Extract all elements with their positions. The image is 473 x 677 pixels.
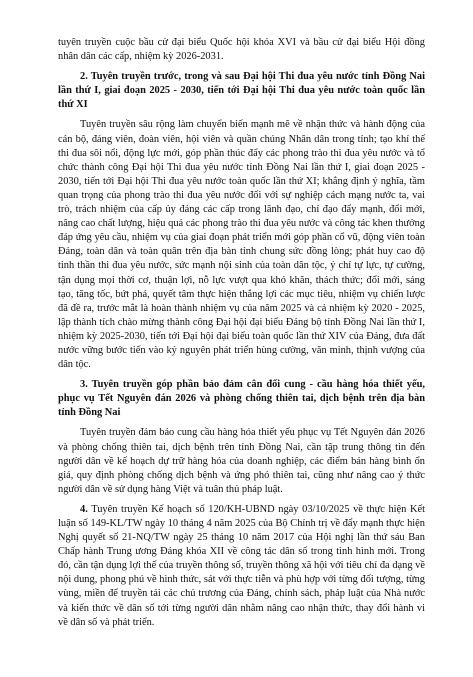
section-3-body: Tuyên truyền đảm bảo cung cầu hàng hóa thiết yếu phục vụ Tết Nguyên đán 2026 và phòng chống thiên tai, dịch bệnh trên tỉnh Đồng Nai, cần tập trung thông tin đến người dân về kế hoạch dự trữ hàng hóa của doanh nghiệp, các điểm bán hàng bình ổn giá, quy định phòng chống dịch bệnh và ứng phó thiên tai, cũng như nâng cao ý thức người dân về sử dụng hàng Việt và tuân thủ pháp luật. bbox=[58, 427, 425, 495]
section-2-body: Tuyên truyền sâu rộng làm chuyển biến mạnh mẽ về nhận thức và hành động của cán bộ, đảng viên, đoàn viên, hội viên và quần chúng Nhân dân trong tỉnh; tạo khí thế thi đua sôi nổi, động lực mới, góp phần thúc đẩy các phong trào thi đua yêu nước và tổ chức thành công Đại hội Thi đua yêu nước tỉnh Đồng Nai lần thứ I, giai đoạn 2025 - 2030, tiến tới Đại hội Thi đua yêu nước toàn quốc lần thứ XI; khẳng định ý nghĩa, tầm quan trọng của phong trào thi đua yêu nước đối với sự nghiệp cách mạng nước ta, vai trò, trách nhiệm của cấp ủy đảng các cấp trong lãnh đạo, chỉ đạo đẩy mạnh, đổi mới, nâng cao chất lượng, hiệu quả các phong trào thi đua yêu nước và công tác khen thưởng đáp ứng yêu cầu, nhiệm vụ của giai đoạn phát triển mới góp phần cổ vũ, động viên toàn Đảng, toàn dân và toàn quân trên địa bàn tỉnh chung sức đồng lòng; phát huy cao độ tinh thần thi đua yêu nước, sức mạnh nội sinh của toàn dân tộc, ý chí tự lực, tự cường, tận dụng mọi thời cơ, thuận lợi, nỗ lực vượt qua khó khăn, thách thức; đổi mới, sáng tạo, tăng tốc, bứt phá, quyết tâm thực hiện thắng lợi các mục tiêu, nhiệm vụ chiến lược đã đề ra, trước mắt là hoàn thành nhiệm vụ của năm 2025 và cả nhiệm kỳ 2020 - 2025, lập thành tích chào mừng thành công Đại hội đại biểu Đảng bộ tỉnh Đồng Nai lần thứ I, nhiệm kỳ 2025-2030, tiến tới Đại hội đại biểu toàn quốc lần thứ XIV của Đảng, đưa đất nước vững bước tiến vào kỷ nguyên phát triển hùng cường, văn minh, thịnh vượng của dân tộc. bbox=[58, 119, 425, 371]
section-4-body: Tuyên truyền Kế hoạch số 120/KH-UBND ngày 03/10/2025 về thực hiện Kết luận số 149-KL/TW ngày 10 tháng 4 năm 2025 của Bộ Chính trị về đẩy mạnh thực hiện Nghị quyết số 21-NQ/TW ngày 25 tháng 10 năm 2017 của Hội nghị lần thứ sáu Ban Chấp hành Trung ương Đảng khóa XII về công tác dân số trong tình hình mới. Trong đó, cần tận dụng lợi thế của truyền thông số, truyền thông xã hội với tiêu chí đa dạng về nội dung, phong phú về hình thức, sát với thực tiễn và phù hợp với từng đối tượng, từng vùng, miền để truyền tải các chủ trương của Đảng, chính sách, pháp luật của Nhà nước và kiến thức về dân số tới từng người dân nhằm nâng cao nhận thức, thay đổi hành vi về dân số và phát triển. bbox=[58, 503, 425, 628]
section-4-paragraph bbox=[58, 503, 425, 630]
section-3-heading: 3. Tuyên truyền góp phần bảo đảm cân đối cung - cầu hàng hóa thiết yếu, phục vụ Tết Nguyên đán 2026 và phòng chống thiên tai, dịch bệnh trên địa bàn tỉnh Đồng Nai bbox=[58, 379, 425, 419]
intro-paragraph: tuyên truyền cuộc bầu cử đại biểu Quốc hội khóa XVI và bầu cử đại biểu Hội đồng nhân dân các cấp, nhiệm kỳ 2026-2031. bbox=[58, 37, 425, 63]
section-4-number: 4. bbox=[80, 503, 88, 515]
section-2-heading: 2. Tuyên truyền trước, trong và sau Đại hội Thi đua yêu nước tỉnh Đồng Nai lần thứ I, giai đoạn 2025 - 2030, tiến tới Đại hội Thi đua yêu nước toàn quốc lần thứ XI bbox=[58, 71, 425, 111]
